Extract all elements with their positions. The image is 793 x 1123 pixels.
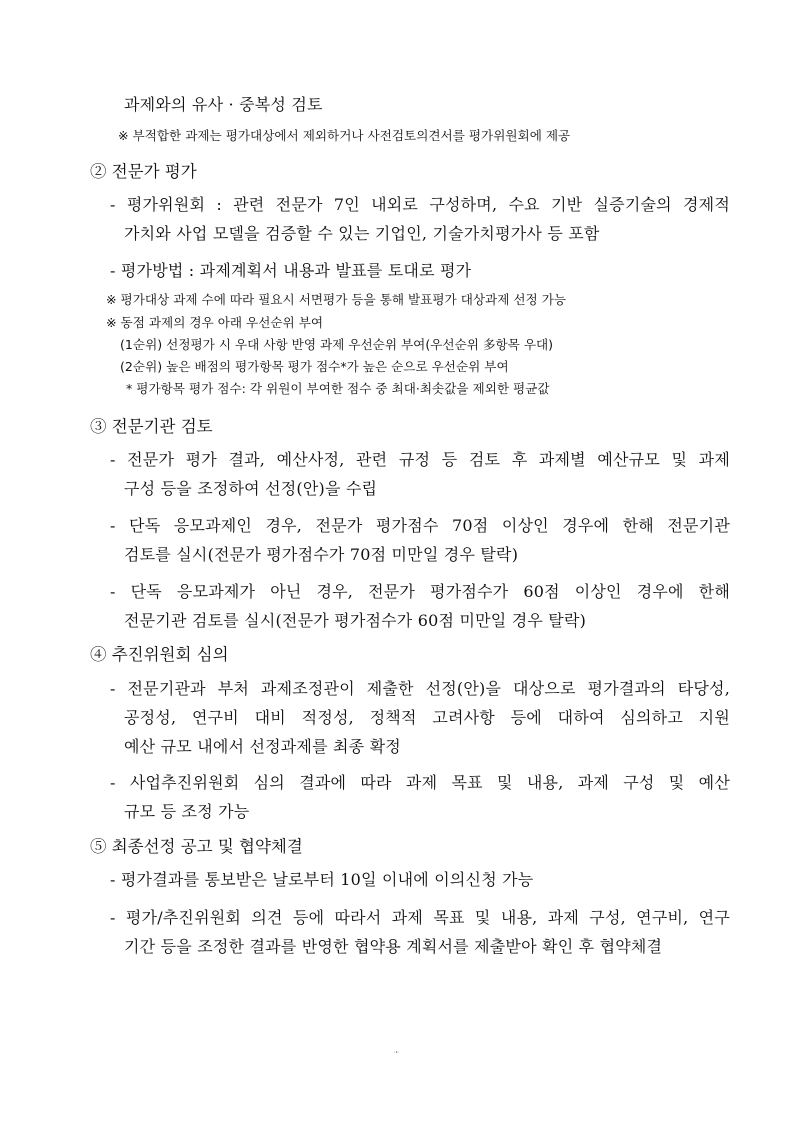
section-heading-5: ⑤ 최종선정 공고 및 협약체결: [90, 837, 303, 856]
bullet-line: - 전문기관과 부처 과제조정관이 제출한 선정(안)을 대상으로 평가결과의 타당성,: [110, 679, 730, 698]
body-line: 예산 규모 내에서 선정과제를 최종 확정: [124, 737, 401, 756]
body-line: 공정성, 연구비 대비 적정성, 정책적 고려사항 등에 대하여 심의하고 지원: [124, 708, 730, 727]
note-line: ※ 부적합한 과제는 평가대상에서 제외하거나 사전검토의견서를 평가위원회에 제공: [118, 128, 571, 143]
footnote-line: * 평가항목 평가 점수: 각 위원이 부여한 점수 중 최대·최솟값을 제외한 평균값: [126, 381, 550, 396]
body-line: 과제와의 유사 · 중복성 검토: [124, 95, 323, 114]
section-heading-3: ③ 전문기관 검토: [90, 417, 213, 436]
note-line: (2순위) 높은 배점의 평가항목 평가 점수*가 높은 순으로 우선순위 부여: [120, 359, 509, 374]
bullet-line: - 단독 응모과제가 아닌 경우, 전문가 평가점수가 60점 이상인 경우에 한해: [110, 582, 730, 601]
body-line: 규모 등 조정 가능: [124, 802, 250, 821]
bullet-line: - 평가/추진위원회 의견 등에 따라서 과제 목표 및 내용, 과제 구성, 연구비, 연구: [110, 908, 730, 927]
section-heading-2: ② 전문가 평가: [90, 162, 197, 181]
note-line: (1순위) 선정평가 시 우대 사항 반영 과제 우선순위 부여(우선순위 多항목 우대): [120, 337, 554, 352]
bullet-line: - 평가결과를 통보받은 날로부터 10일 이내에 이의신청 가능: [110, 870, 534, 889]
bullet-line: - 평가방법 : 과제계획서 내용과 발표를 토대로 평가: [110, 261, 472, 280]
body-line: 검토를 실시(전문가 평가점수가 70점 미만일 경우 탈락): [124, 545, 519, 564]
bullet-line: - 단독 응모과제인 경우, 전문가 평가점수 70점 이상인 경우에 한해 전문기관: [110, 516, 730, 535]
note-line: ※ 평가대상 과제 수에 따라 필요시 서면평가 등을 통해 발표평가 대상과제 선정 가능: [106, 292, 567, 307]
page-number: - 9 -: [394, 1051, 399, 1054]
body-line: 전문기관 검토를 실시(전문가 평가점수가 60점 미만일 경우 탈락): [124, 611, 587, 630]
bullet-line: - 평가위원회 : 관련 전문가 7인 내외로 구성하며, 수요 기반 실증기술의 경제적: [110, 195, 730, 214]
bullet-line: - 사업추진위원회 심의 결과에 따라 과제 목표 및 내용, 과제 구성 및 예산: [110, 773, 730, 792]
section-heading-4: ④ 추진위원회 심의: [90, 645, 229, 664]
bullet-line: - 전문가 평가 결과, 예산사정, 관련 규정 등 검토 후 과제별 예산규모 및 과제: [110, 450, 730, 469]
body-line: 기간 등을 조정한 결과를 반영한 협약용 계획서를 제출받아 확인 후 협약체결: [124, 937, 663, 956]
body-line: 구성 등을 조정하여 선정(안)을 수립: [124, 479, 378, 498]
body-line: 가치와 사업 모델을 검증할 수 있는 기업인, 기술가치평가사 등 포함: [124, 224, 600, 243]
note-line: ※ 동점 과제의 경우 아래 우선순위 부여: [106, 315, 324, 330]
